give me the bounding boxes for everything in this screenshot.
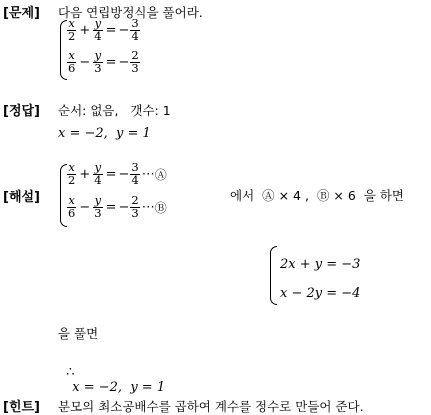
integer-equation-1: 2x + y = −3	[280, 257, 361, 272]
problem-equation-1: $\frac{x}{2}$ + $\frac{y}{4}$ = − $\frac{3}{4}$	[68, 16, 139, 43]
marker-b: Ⓑ	[154, 200, 167, 215]
hint-label: [힌트]	[3, 400, 40, 415]
marker-a: Ⓐ	[154, 167, 167, 182]
solution-integer-system	[270, 244, 390, 308]
answer-label: [정답]	[3, 104, 40, 119]
problem-equation-2: $\frac{x}{6}$ − $\frac{y}{3}$ = − $\frac{2}{3}$	[68, 48, 139, 75]
solution-label: [해설]	[3, 190, 40, 205]
integer-equation-2: x − 2y = −4	[280, 286, 361, 301]
solution-result	[58, 350, 165, 395]
solve-text: 을 풀면	[58, 326, 99, 341]
hint-text: 분모의 최소공배수를 곱하여 계수를 정수로 만들어 준다.	[58, 399, 364, 414]
problem-equation-system	[60, 18, 180, 82]
solution-equation-a: $\frac{x}{2}$ + $\frac{y}{4}$ = − $\frac{3}{4}$ ⋯ Ⓐ	[68, 160, 167, 187]
problem-label: [문제]	[3, 6, 40, 21]
answer-order-count: 순서: 없음, 갯수: 1	[58, 103, 171, 118]
solution-text-suffix: 을 하면	[363, 188, 405, 203]
solution-text-prefix: 에서	[230, 188, 255, 203]
solution-mult-a: Ⓐ × 4 ,	[262, 188, 309, 203]
solution-instruction	[230, 186, 404, 204]
integer-brace-top	[270, 246, 277, 275]
answer-values: x = −2, y = 1	[58, 126, 151, 141]
integer-brace-bottom	[270, 274, 277, 305]
solution-mult-b: Ⓑ × 6	[316, 188, 356, 203]
solution-result-values: x = −2, y = 1	[72, 380, 166, 395]
therefore-symbol: ∴	[66, 365, 75, 380]
solution-equation-system	[60, 162, 220, 232]
solution-equation-b: $\frac{x}{6}$ − $\frac{y}{3}$ = − $\frac{2}{3}$ ⋯ Ⓑ	[68, 193, 167, 220]
problem-instruction: 다음 연립방정식을 풀어라.	[58, 5, 203, 20]
